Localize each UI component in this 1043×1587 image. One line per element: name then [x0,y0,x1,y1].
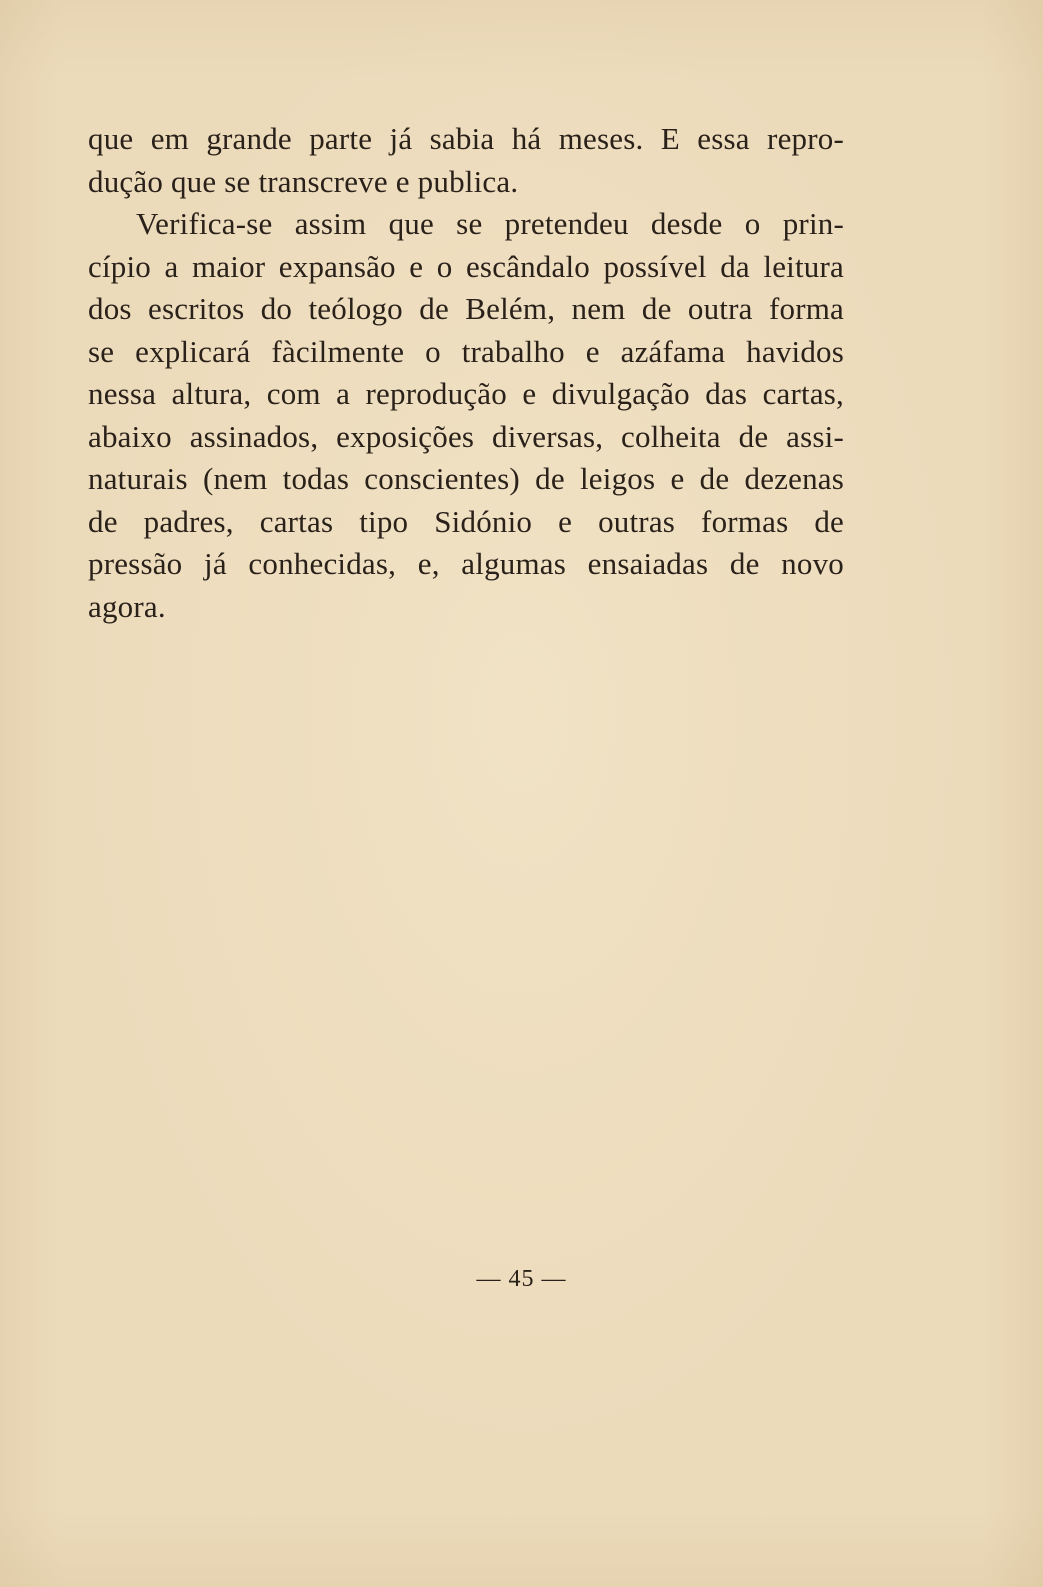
text-line: pressão já conhecidas, e, algumas ensaiadas de novo [88,546,844,581]
text-line: que em grande parte já sabia há meses. E essa repro- [88,121,844,156]
text-line: dução que se transcreve e publica. [88,163,519,199]
body-text [88,118,844,628]
text-line: Verifica-se assim que se pretendeu desde o prin- [136,206,844,241]
text-line: naturais (nem todas conscientes) de leigos e de dezenas [88,461,844,496]
text-line: agora. [88,588,166,624]
text-line: nessa altura, com a reprodução e divulgação das cartas, [88,376,844,411]
text-line: cípio a maior expansão e o escândalo possível da leitura [88,248,844,284]
text-line: abaixo assinados, exposições diversas, colheita de assi- [88,418,844,454]
text-line: dos escritos do teólogo de Belém, nem de outra forma [88,291,844,326]
page-number: — 45 — [476,1266,567,1292]
text-line: se explicará fàcilmente o trabalho e azáfama havidos [88,333,844,369]
text-line: de padres, cartas tipo Sidónio e outras formas de [88,503,844,539]
